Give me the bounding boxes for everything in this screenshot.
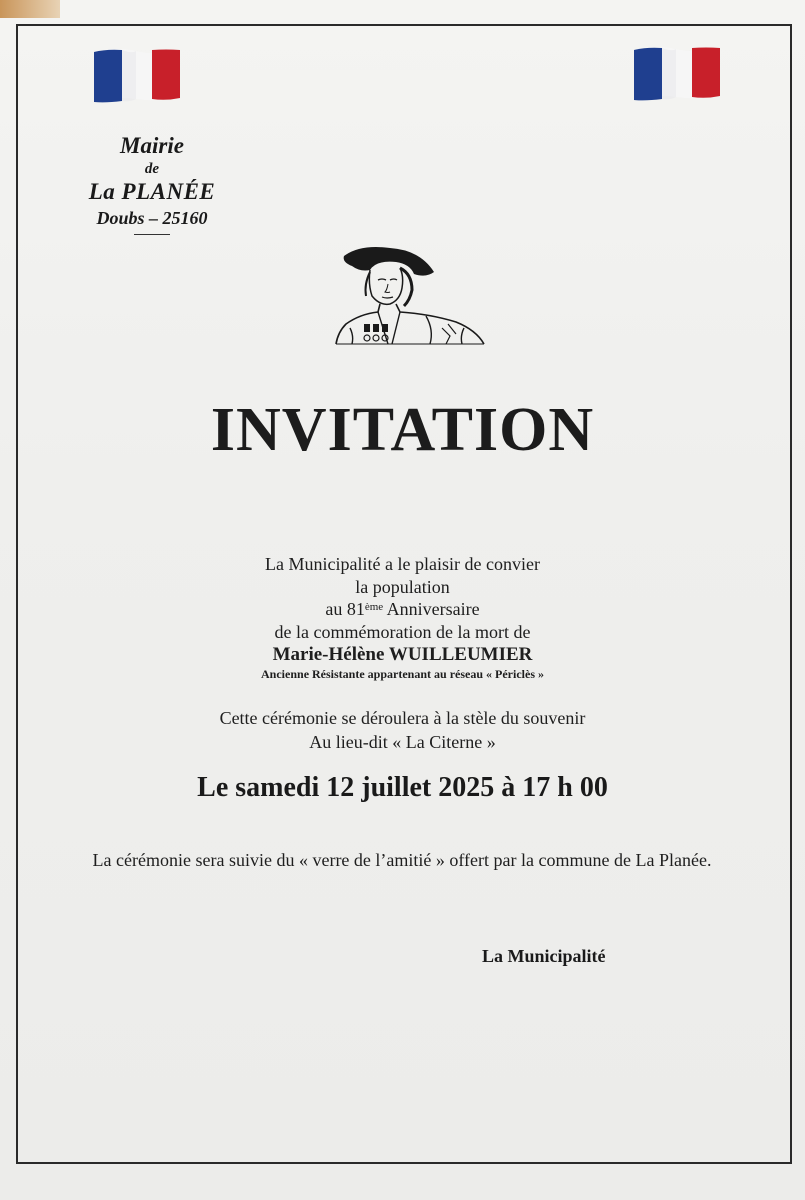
body-line-population: la population: [355, 577, 450, 597]
commune-name: La PLANÉE: [88, 179, 216, 204]
honoree-name: Marie-Hélène WUILLEUMIER: [272, 644, 533, 665]
signature: La Municipalité: [482, 946, 606, 966]
honoree-description: Ancienne Résistante appartenant au réseau « Périclès »: [261, 667, 544, 681]
body-line-anniversaire: [0, 598, 805, 620]
body-line-commemoration: de la commémoration de la mort de: [274, 622, 531, 642]
french-flag-icon: [92, 46, 182, 104]
table-background: [0, 0, 60, 18]
mairie-header: [62, 132, 242, 235]
woman-portrait-icon: [330, 244, 490, 348]
de-label: de: [144, 161, 160, 177]
departement-label: Doubs – 25160: [96, 208, 208, 228]
invitation-title: INVITATION: [210, 396, 595, 464]
header-divider: [134, 234, 170, 235]
event-date: Le samedi 12 juillet 2025 à 17 h 00: [197, 772, 608, 803]
body-line-convier: La Municipalité a le plaisir de convier: [265, 554, 540, 574]
mairie-label: Mairie: [120, 133, 184, 158]
anniv-prefix: au 81: [325, 599, 365, 619]
anniv-suffix: Anniversaire: [383, 599, 480, 619]
french-flag-icon: [632, 44, 722, 102]
body-line-ceremonie: Cette cérémonie se déroulera à la stèle du souvenir: [219, 708, 586, 728]
reception-note: La cérémonie sera suivie du « verre de l’amitié » offert par la commune de La Planée.: [92, 850, 712, 870]
body-line-lieu: Au lieu-dit « La Citerne »: [309, 732, 496, 752]
anniv-superscript: ème: [364, 601, 384, 613]
